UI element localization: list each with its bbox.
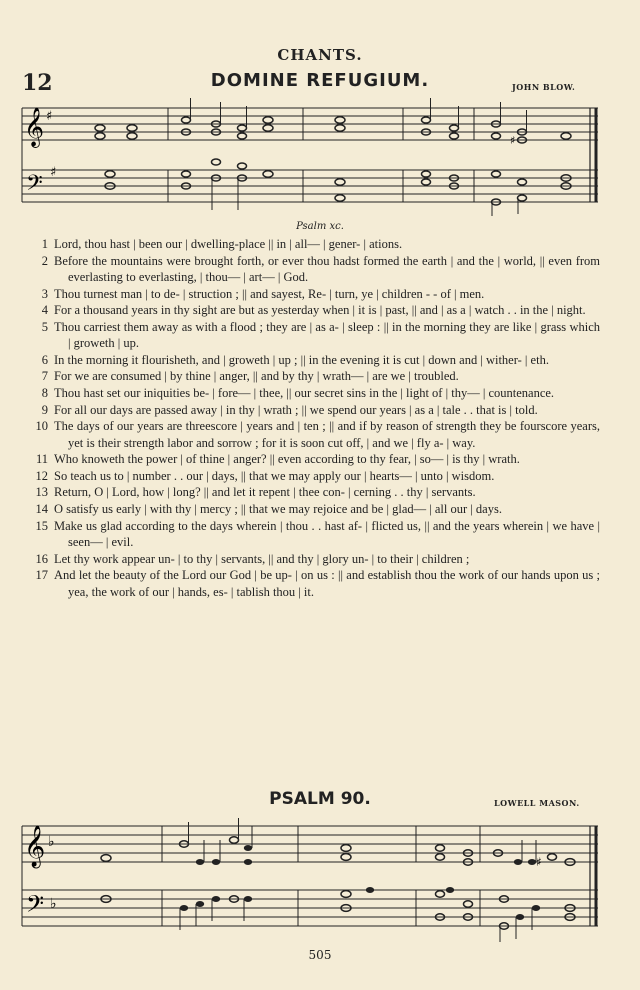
music-score-psalm-90 bbox=[20, 818, 620, 946]
verse-number: 1 bbox=[41, 237, 48, 251]
verse bbox=[20, 402, 600, 418]
barlines bbox=[22, 108, 596, 202]
sharp-icon: ♯ bbox=[536, 855, 542, 869]
bass-clef-icon: 𝄢 bbox=[26, 171, 43, 201]
verse-text: Make us glad according to the days wherein | thou . . hast af- | flicted us, || and the years wherein | we have | seen— | evil. bbox=[54, 518, 600, 549]
sharp-icon: ♯ bbox=[50, 165, 57, 180]
verse-number: 14 bbox=[35, 501, 48, 516]
verse-number: 15 bbox=[35, 518, 48, 533]
verse bbox=[20, 551, 600, 567]
chant-number: 12 bbox=[22, 70, 53, 96]
verse-number: 9 bbox=[41, 402, 48, 417]
flat-icon: ♭ bbox=[50, 896, 57, 912]
flat-icon: ♭ bbox=[48, 834, 55, 850]
verse-text: Let thy work appear un- | to thy | servants, || and thy | glory un- | to their | children ; bbox=[54, 551, 470, 566]
verse bbox=[20, 319, 600, 352]
chant-title: DOMINE REFUGIUM. bbox=[210, 70, 430, 91]
sharp-icon: ♯ bbox=[510, 134, 516, 147]
verse-text: And let the beauty of the Lord our God | be up- | on us : || and establish thou the work of our hands upon us ; yea, the work of our | hands, es- | tablish thou | it. bbox=[54, 568, 600, 599]
verse-text: Return, O | Lord, how | long? || and let it repent | thee con- | cerning . . thy | servants. bbox=[54, 485, 476, 500]
sharp-icon: ♯ bbox=[46, 109, 53, 124]
verse-text: Before the mountains were brought forth, or ever thou hadst formed the earth | and the | world, || even from everlasting to everlasting, | thou— | art— | God. bbox=[54, 253, 600, 284]
verse bbox=[20, 236, 600, 252]
verse bbox=[20, 484, 600, 500]
bass-clef-icon: 𝄢 bbox=[26, 890, 45, 923]
verse-number: 6 bbox=[41, 352, 48, 367]
verse-number: 17 bbox=[35, 568, 48, 583]
verse-number: 4 bbox=[41, 303, 48, 318]
verse-number: 5 bbox=[41, 319, 48, 334]
music-score-domine-refugium bbox=[20, 98, 620, 216]
verse-text: In the morning it flourisheth, and | groweth | up ; || in the evening it is cut | down and | wither- | eth. bbox=[54, 352, 549, 367]
verse bbox=[20, 501, 600, 517]
verse-text: O satisfy us early | with thy | mercy ; || that we may rejoice and be | glad— | all our | days. bbox=[54, 501, 502, 516]
bass-staff bbox=[22, 170, 598, 202]
verse bbox=[20, 518, 600, 551]
verse-text: For we are consumed | by thine | anger, || and by thy | wrath— | are we | troubled. bbox=[54, 369, 459, 384]
verse-number: 11 bbox=[35, 452, 48, 467]
verse-number: 8 bbox=[41, 385, 48, 400]
treble-clef-icon: 𝄞 bbox=[24, 826, 46, 867]
note-heads bbox=[101, 837, 575, 929]
verse-number: 13 bbox=[35, 485, 48, 500]
psalm90-composer: LOWELL MASON. bbox=[494, 798, 580, 808]
psalm90-title: PSALM 90. bbox=[269, 789, 371, 809]
verse-number: 3 bbox=[41, 286, 48, 301]
verse-number: 12 bbox=[35, 468, 48, 483]
verse-text: For all our days are passed away | in thy | wrath ; || we spend our years | as a | tale . . that is | told. bbox=[54, 402, 538, 417]
verse-text: The days of our years are threescore | years and | ten ; || and if by reason of strength they be fourscore years, yet is their strength labor and sorrow ; for it is soon cut off, | and we | fly a- | way. bbox=[54, 419, 600, 450]
verse-text: Thou turnest man | to de- | struction ; || and sayest, Re- | turn, ye | children - - of | men. bbox=[54, 286, 485, 301]
verse-number: 2 bbox=[41, 253, 48, 268]
verse bbox=[20, 385, 600, 401]
verse-text: Who knoweth the power | of thine | anger? || even according to thy fear, | so— | is thy | wrath. bbox=[54, 452, 520, 467]
note-heads bbox=[95, 117, 571, 205]
verse-number: 10 bbox=[35, 419, 48, 434]
verse-text: Lord, thou hast | been our | dwelling-place || in | all— | gener- | ations. bbox=[54, 237, 403, 251]
verse-number: 7 bbox=[41, 369, 48, 384]
page-number: 505 bbox=[308, 948, 332, 962]
verse bbox=[20, 418, 600, 451]
verse bbox=[20, 302, 600, 318]
treble-clef-icon: 𝄞 bbox=[24, 107, 45, 147]
treble-staff bbox=[22, 826, 598, 862]
verse-list bbox=[20, 236, 600, 600]
verse bbox=[20, 368, 600, 384]
verse-text: So teach us to | number . . our | days, || that we may apply our | hearts— | unto | wisdom. bbox=[54, 468, 495, 483]
barlines bbox=[22, 826, 596, 926]
verse-text: For a thousand years in thy sight are but as yesterday when | it is | past, || and | as a | watch . . in the | night. bbox=[54, 303, 586, 318]
chant-composer: JOHN BLOW. bbox=[512, 82, 576, 92]
filled-note-heads bbox=[180, 845, 540, 920]
verse bbox=[20, 253, 600, 286]
verse bbox=[20, 567, 600, 600]
verse bbox=[20, 352, 600, 368]
verse bbox=[20, 286, 600, 302]
section-title: CHANTS. bbox=[277, 46, 363, 64]
verse-text: Thou carriest them away as with a flood ; they are | as a- | sleep : || in the morning they are like | grass which | groweth | up. bbox=[54, 319, 600, 351]
verse bbox=[20, 468, 600, 484]
verse-number: 16 bbox=[35, 551, 48, 566]
psalm-reference: Psalm xc. bbox=[296, 221, 344, 232]
verse-text: Thou hast set our iniquities be- | fore— | thee, || our secret sins in the | light of | thy— | countenance. bbox=[54, 385, 555, 400]
verse bbox=[20, 451, 600, 467]
